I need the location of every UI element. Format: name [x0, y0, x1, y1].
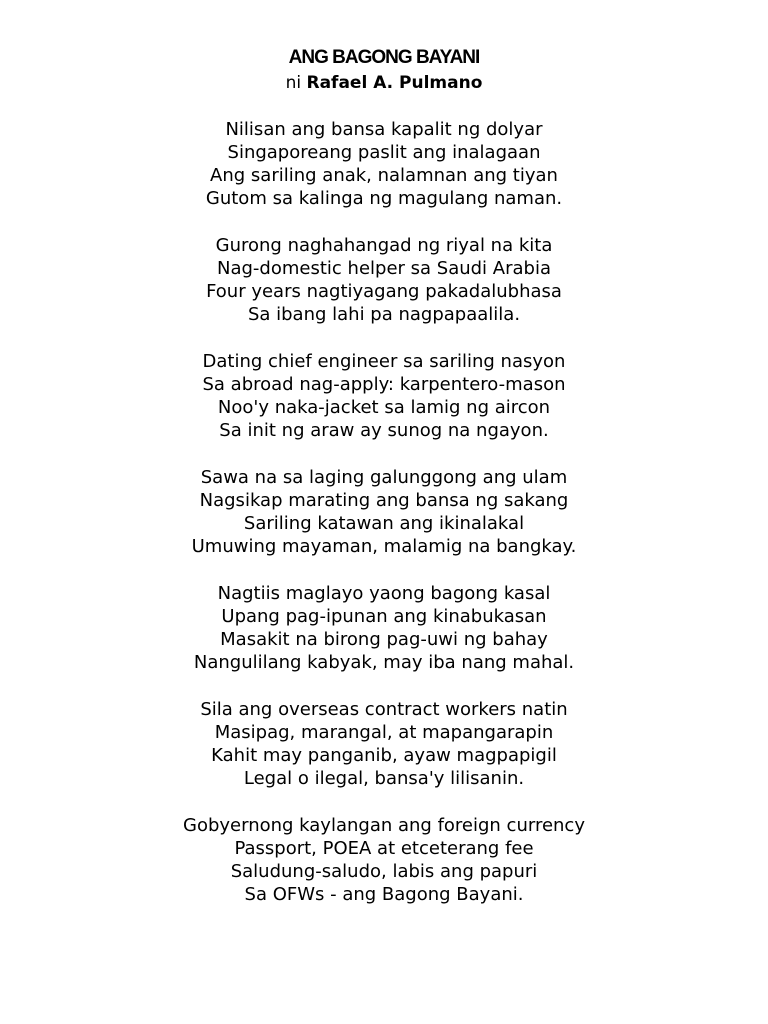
- poem-line: Gobyernong kaylangan ang foreign currency: [183, 815, 585, 836]
- poem-line: Legal o ilegal, bansa'y lilisanin.: [243, 768, 525, 789]
- poem-stanza: [0, 118, 768, 210]
- poem-line: Four years nagtiyagang pakadalubhasa: [206, 281, 562, 302]
- poem-line: Ang sariling anak, nalamnan ang tiyan: [210, 165, 558, 186]
- poem-line: Kahit may panganib, ayaw magpapigil: [211, 745, 557, 766]
- poem-stanza: [0, 350, 768, 442]
- poem-line: Nangulilang kabyak, may iba nang mahal.: [193, 652, 575, 673]
- poem-line: Sa init ng araw ay sunog na ngayon.: [219, 420, 549, 441]
- poem-stanza: [0, 234, 768, 326]
- poem-line: Sa ibang lahi pa nagpapaalila.: [247, 304, 521, 325]
- poem-line: Upang pag-ipunan ang kinabukasan: [221, 606, 547, 627]
- poem-stanza: [0, 582, 768, 674]
- poem-author: Rafael A. Pulmano: [306, 73, 483, 93]
- poem-line: Sa abroad nag-apply: karpentero-mason: [202, 374, 566, 395]
- poem-body: [0, 118, 768, 930]
- poem-line: Nag-domestic helper sa Saudi Arabia: [217, 258, 551, 279]
- poem-line: Nilisan ang bansa kapalit ng dolyar: [225, 119, 543, 140]
- poem-line: Gutom sa kalinga ng magulang naman.: [205, 188, 563, 209]
- poem-stanza: [0, 466, 768, 558]
- poem-line: Noo'y naka-jacket sa lamig ng aircon: [217, 397, 551, 418]
- poem-line: Sila ang overseas contract workers natin: [200, 699, 568, 720]
- poem-line: Gurong naghahangad ng riyal na kita: [215, 235, 553, 256]
- poem-line: Nagsikap marating ang bansa ng sakang: [199, 490, 569, 511]
- poem-line: Saludung-saludo, labis ang papuri: [230, 861, 538, 882]
- poem-stanza: [0, 698, 768, 790]
- poem-line: Masipag, marangal, at mapangarapin: [214, 722, 554, 743]
- poem-line: Sawa na sa laging galunggong ang ulam: [200, 467, 568, 488]
- poem-title: ANG BAGONG BAYANI: [288, 47, 480, 68]
- poem-line: Passport, POEA at etceterang fee: [234, 838, 534, 859]
- poem-line: Sa OFWs - ang Bagong Bayani.: [244, 884, 524, 905]
- poem-line: Dating chief engineer sa sariling nasyon: [202, 351, 566, 372]
- poem-line: Nagtiis maglayo yaong bagong kasal: [217, 583, 551, 604]
- poem-line: Masakit na birong pag-uwi ng bahay: [220, 629, 548, 650]
- poem-line: Sariling katawan ang ikinalakal: [243, 513, 525, 534]
- poem-byline: [0, 71, 768, 95]
- poem-stanza: [0, 814, 768, 906]
- poem-line: Umuwing mayaman, malamig na bangkay.: [191, 536, 577, 557]
- poem-line: Singaporeang paslit ang inalagaan: [227, 142, 541, 163]
- byline-prefix: ni: [285, 73, 302, 93]
